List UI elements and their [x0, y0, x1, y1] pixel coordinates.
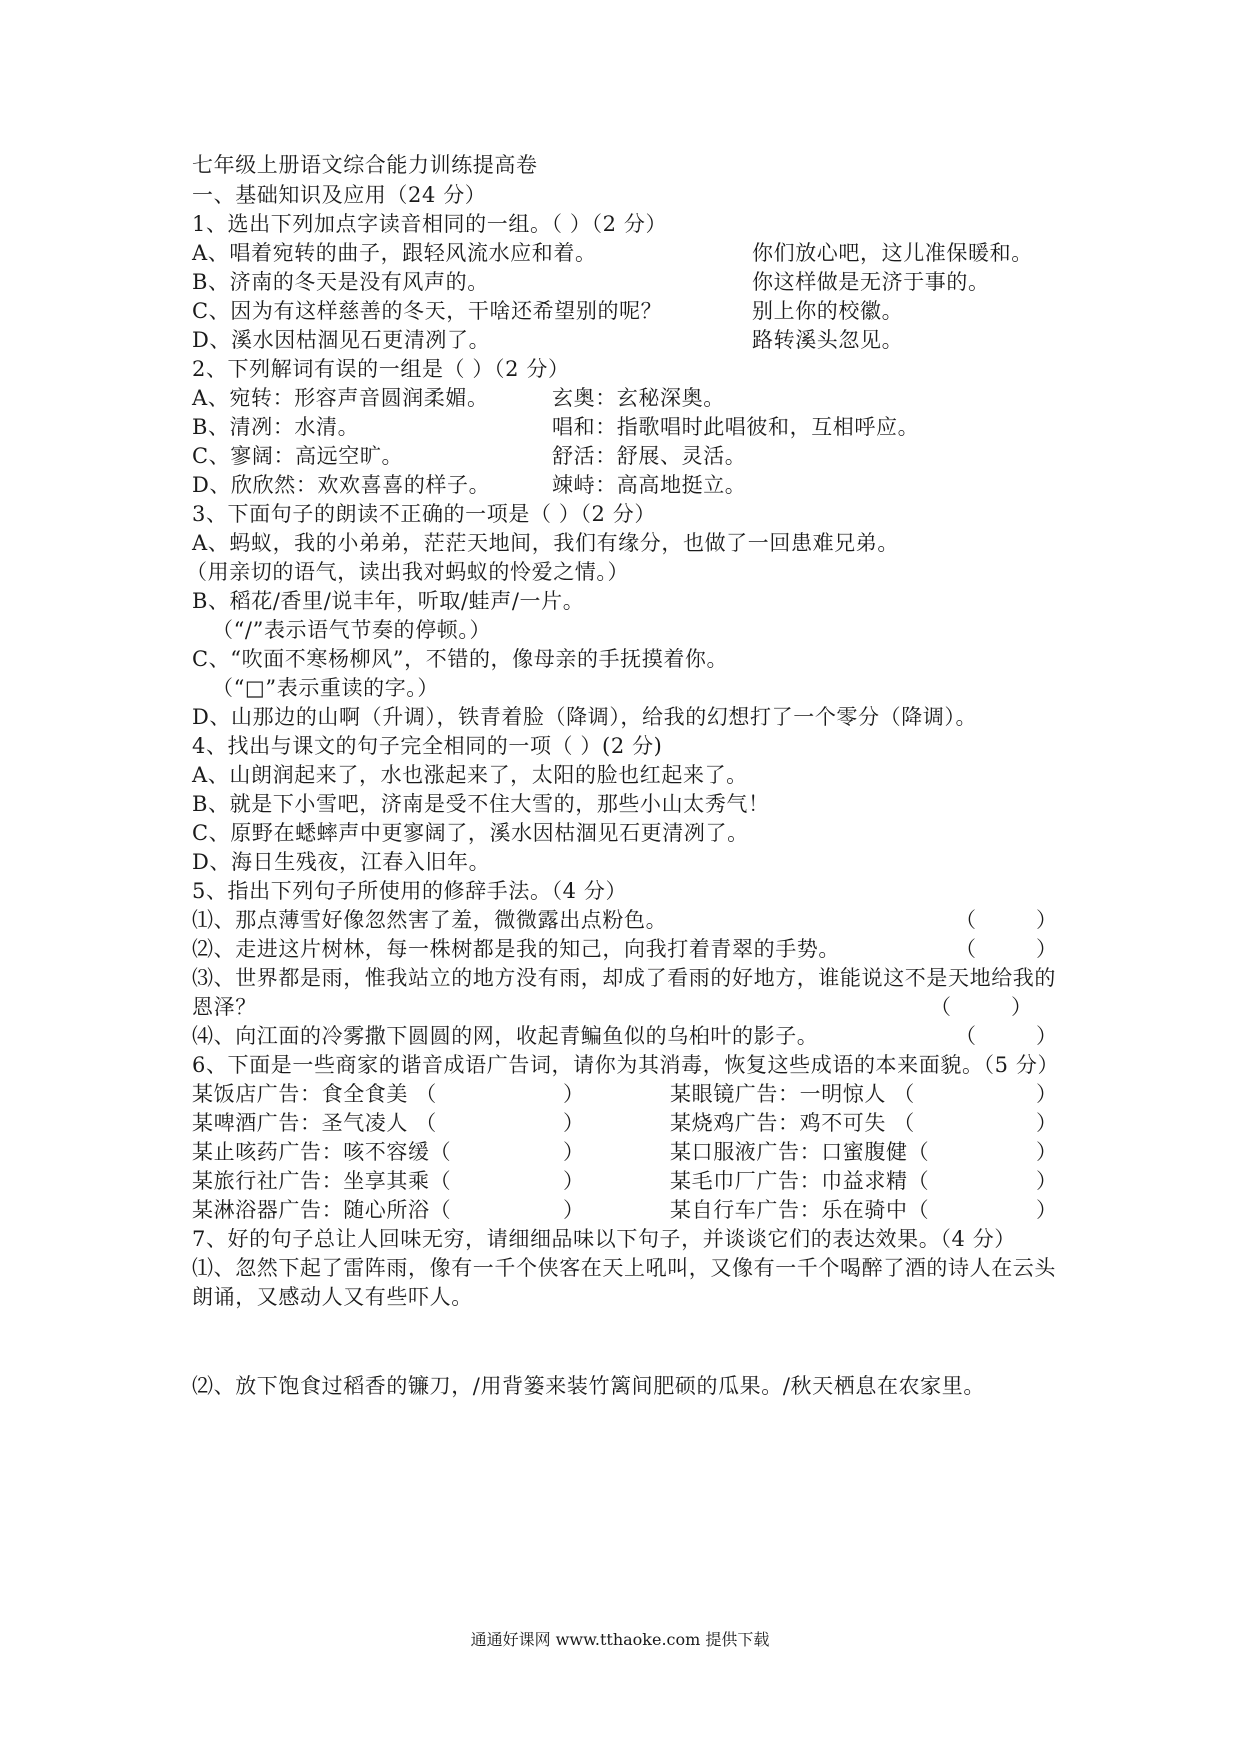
- q3-note-a: （用亲切的语气，读出我对蚂蚁的怜爱之情。）: [186, 560, 630, 584]
- q5-answer-paren-close-1: ）: [1036, 908, 1058, 932]
- q1-option-a: A、唱着宛转的曲子，跟轻风流水应和着。: [192, 241, 597, 265]
- q5-answer-paren-open-4: （: [955, 1024, 977, 1048]
- q6-ad-left-2: 某啤酒广告：圣气凌人 （: [192, 1111, 437, 1135]
- q2-option-d: D、欣欣然：欢欢喜喜的样子。: [192, 473, 491, 497]
- q5-item-3: ⑶、世界都是雨，惟我站立的地方没有雨，却成了看雨的好地方，谁能说这不是天地给我的: [192, 966, 1056, 990]
- page-footer: 通通好课网 www.tthaoke.com 提供下载: [470, 1630, 770, 1649]
- q7-item-1-line-2: 朗诵，又感动人又有些吓人。: [192, 1285, 473, 1309]
- q6-ad-right-2: 某烧鸡广告：鸡不可失 （: [670, 1111, 915, 1135]
- q6-close-right-4: ）: [1036, 1169, 1058, 1193]
- q4-option-b: B、就是下小雪吧，济南是受不住大雪的，那些小山太秀气！: [192, 792, 770, 816]
- section-heading: 一、基础知识及应用（24 分）: [192, 183, 487, 207]
- q5-answer-paren-open-1: （: [955, 908, 977, 932]
- q2-option-a: A、宛转：形容声音圆润柔媚。: [192, 386, 489, 410]
- q6-close-left-3: ）: [563, 1140, 585, 1164]
- q5-answer-paren-open-3: （: [930, 995, 952, 1019]
- q5-answer-paren-close-2: ）: [1036, 937, 1058, 961]
- q6-close-right-5: ）: [1036, 1198, 1058, 1222]
- q2-option-b: B、清冽：水清。: [192, 415, 360, 439]
- q6-close-left-4: ）: [563, 1169, 585, 1193]
- q4-option-c: C、原野在蟋蟀声中更寥阔了，溪水因枯涸见石更清冽了。: [192, 821, 749, 845]
- q5-item-4: ⑷、向江面的冷雾撒下圆圆的网，收起青鳊鱼似的乌桕叶的影子。: [192, 1024, 819, 1048]
- question-6-stem: 6、下面是一些商家的谐音成语广告词，请你为其消毒，恢复这些成语的本来面貌。（5 分）: [192, 1053, 1060, 1077]
- q3-note-c: （“□”表示重读的字。）: [212, 676, 440, 700]
- q1-option-b-right: 你这样做是无济于事的。: [752, 270, 990, 294]
- q6-ad-left-4: 某旅行社广告：坐享其乘（: [192, 1169, 452, 1193]
- q1-option-c-right: 别上你的校徽。: [752, 299, 904, 323]
- question-5-stem: 5、指出下列句子所使用的修辞手法。（4 分）: [192, 879, 628, 903]
- q6-close-right-3: ）: [1036, 1140, 1058, 1164]
- q6-close-left-5: ）: [563, 1198, 585, 1222]
- q4-option-d: D、海日生残夜，江春入旧年。: [192, 850, 491, 874]
- q1-option-d: D、溪水因枯涸见石更清冽了。: [192, 328, 491, 352]
- q2-option-a-right: 玄奥：玄秘深奥。: [552, 386, 725, 410]
- q2-option-c-right: 舒活：舒展、灵活。: [552, 444, 747, 468]
- question-4-stem: 4、找出与课文的句子完全相同的一项（ ）(2 分): [192, 734, 663, 758]
- q6-ad-right-5: 某自行车广告：乐在骑中（: [670, 1198, 930, 1222]
- q3-note-b: （“/”表示语气节奏的停顿。）: [212, 618, 492, 642]
- q6-close-left-2: ）: [563, 1111, 585, 1135]
- question-2-stem: 2、下列解词有误的一组是（ ）（2 分）: [192, 357, 570, 381]
- q5-item-2: ⑵、走进这片树林，每一株树都是我的知己，向我打着青翠的手势。: [192, 937, 840, 961]
- q6-ad-left-1: 某饭店广告：食全食美 （: [192, 1082, 437, 1106]
- q6-close-right-2: ）: [1036, 1111, 1058, 1135]
- q7-item-2: ⑵、放下饱食过稻香的镰刀，/用背篓来装竹篱间肥硕的瓜果。/秋天栖息在农家里。: [192, 1374, 985, 1398]
- q7-item-1-line-1: ⑴、忽然下起了雷阵雨，像有一千个侠客在天上吼叫，又像有一千个喝醉了酒的诗人在云头: [192, 1256, 1056, 1280]
- q3-line-a: A、蚂蚁，我的小弟弟，茫茫天地间，我们有缘分，也做了一回患难兄弟。: [192, 531, 899, 555]
- q3-line-b: B、稻花/香里/说丰年，听取/蛙声/一片。: [192, 589, 585, 613]
- q2-option-c: C、寥阔：高远空旷。: [192, 444, 404, 468]
- q5-item-1: ⑴、那点薄雪好像忽然害了羞，微微露出点粉色。: [192, 908, 668, 932]
- question-3-stem: 3、下面句子的朗读不正确的一项是（ ）（2 分）: [192, 502, 656, 526]
- q2-option-d-right: 竦峙：高高地挺立。: [552, 473, 747, 497]
- q6-close-right-1: ）: [1036, 1082, 1058, 1106]
- q1-option-a-right: 你们放心吧，这儿准保暖和。: [752, 241, 1033, 265]
- q3-line-d: D、山那边的山啊（升调），铁青着脸（降调），给我的幻想打了一个零分（降调）。: [192, 705, 978, 729]
- q6-ad-left-3: 某止咳药广告：咳不容缓（: [192, 1140, 452, 1164]
- q6-ad-right-4: 某毛巾厂广告：巾益求精（: [670, 1169, 930, 1193]
- question-1-stem: 1、选出下列加点字读音相同的一组。（ ）（2 分）: [192, 212, 668, 236]
- q5-answer-paren-close-3: ）: [1011, 995, 1033, 1019]
- q4-option-a: A、山朗润起来了，水也涨起来了，太阳的脸也红起来了。: [192, 763, 748, 787]
- q5-answer-paren-open-2: （: [955, 937, 977, 961]
- q6-ad-left-5: 某淋浴器广告：随心所浴（: [192, 1198, 452, 1222]
- q2-option-b-right: 唱和：指歌唱时此唱彼和，互相呼应。: [552, 415, 920, 439]
- q1-option-d-right: 路转溪头忽见。: [752, 328, 904, 352]
- q6-ad-right-1: 某眼镜广告：一明惊人 （: [670, 1082, 915, 1106]
- question-7-stem: 7、好的句子总让人回味无穷，请细细品味以下句子，并谈谈它们的表达效果。（4 分）: [192, 1227, 1016, 1251]
- q5-answer-paren-close-4: ）: [1036, 1024, 1058, 1048]
- q3-line-c: C、“吹面不寒杨柳风”，不错的，像母亲的手抚摸着你。: [192, 647, 729, 671]
- q6-close-left-1: ）: [563, 1082, 585, 1106]
- q6-ad-right-3: 某口服液广告：口蜜腹健（: [670, 1140, 930, 1164]
- q5-item-3-cont: 恩泽？: [192, 995, 257, 1019]
- exam-title: 七年级上册语文综合能力训练提高卷: [192, 153, 538, 177]
- q1-option-b: B、济南的冬天是没有风声的。: [192, 270, 489, 294]
- q1-option-c: C、因为有这样慈善的冬天，干啥还希望别的呢？: [192, 299, 663, 323]
